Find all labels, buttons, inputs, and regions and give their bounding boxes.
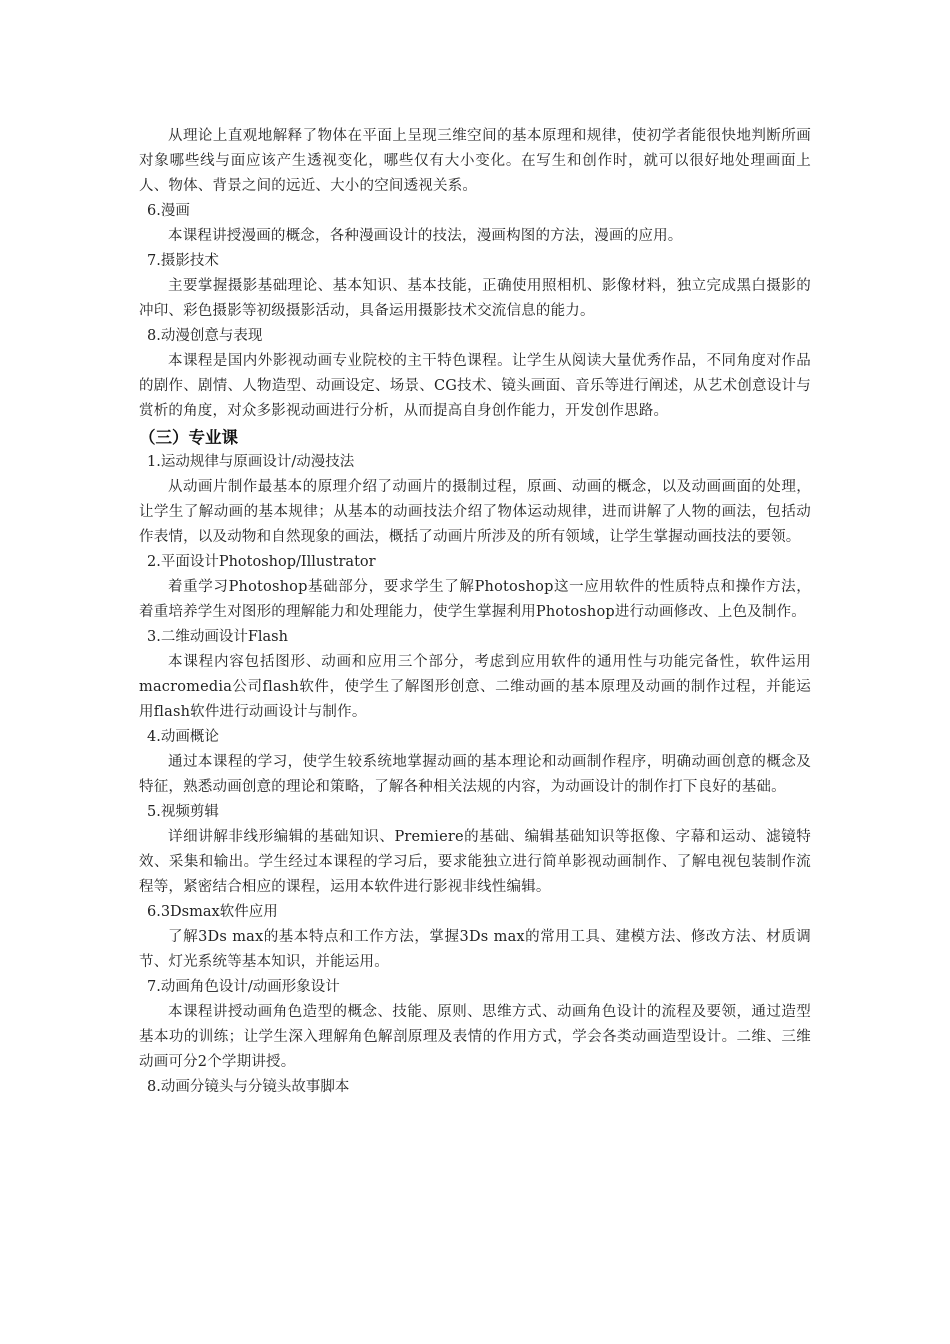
course-title-character-design: 7.动画角色设计/动画形象设计 (147, 979, 340, 995)
paragraph-comics: 本课程讲授漫画的概念，各种漫画设计的技法，漫画构图的方法，漫画的应用。 (168, 228, 683, 244)
document-body (139, 124, 811, 1100)
section-heading-professional-courses: （三）专业课 (139, 428, 238, 447)
paragraph-perspective: 从理论上直观地解释了物体在平面上呈现三维空间的基本原理和规律，使初学者能很快地判断所画对象哪些线与面应该产生透视变化，哪些仅有大小变化。在写生和创作时，就可以很好地处理画面上人、物体、背景之间的远近、大小的空间透视关系。 (139, 128, 811, 194)
course-title-video-editing: 5.视频剪辑 (147, 804, 219, 820)
paragraph-animation-intro: 通过本课程的学习，使学生较系统地掌握动画的基本理论和动画制作程序，明确动画创意的概念及特征，熟悉动画创意的理论和策略，了解各种相关法规的内容，为动画设计的制作打下良好的基础。 (139, 754, 811, 795)
course-title-graphic-design: 2.平面设计Photoshop/Illustrator (147, 554, 376, 570)
course-title-animation-creativity: 8.动漫创意与表现 (147, 328, 263, 344)
paragraph-motion-rules: 从动画片制作最基本的原理介绍了动画片的摄制过程，原画、动画的概念，以及动画画面的处理，让学生了解动画的基本规律；从基本的动画技法介绍了物体运动规律，进而讲解了人物的画法，包括动作表情，以及动物和自然现象的画法，概括了动画片所涉及的所有领域，让学生掌握动画技法的要领。 (139, 479, 811, 545)
course-title-animation-intro: 4.动画概论 (147, 729, 219, 745)
course-title-storyboard: 8.动画分镜头与分镜头故事脚本 (147, 1079, 350, 1095)
paragraph-video-editing: 详细讲解非线形编辑的基础知识、Premiere的基础、编辑基础知识等抠像、字幕和运动、滤镜特效、采集和输出。学生经过本课程的学习后，要求能独立进行简单影视动画制作、了解电视包装制作流程等，紧密结合相应的课程，运用本软件进行影视非线性编辑。 (139, 829, 811, 895)
course-title-comics: 6.漫画 (147, 203, 190, 219)
course-title-motion-rules: 1.运动规律与原画设计/动漫技法 (147, 454, 355, 470)
course-title-flash: 3.二维动画设计Flash (147, 629, 288, 645)
paragraph-flash: 本课程内容包括图形、动画和应用三个部分，考虑到应用软件的通用性与功能完备性，软件运用macromedia公司flash软件，使学生了解图形创意、二维动画的基本原理及动画的制作过程，并能运用flash软件进行动画设计与制作。 (139, 654, 811, 720)
paragraph-graphic-design: 着重学习Photoshop基础部分，要求学生了解Photoshop这一应用软件的性质特点和操作方法，着重培养学生对图形的理解能力和处理能力，使学生掌握利用Photoshop进行动画修改、上色及制作。 (139, 579, 811, 620)
paragraph-animation-creativity: 本课程是国内外影视动画专业院校的主干特色课程。让学生从阅读大量优秀作品，不同角度对作品的剧作、剧情、人物造型、动画设定、场景、CG技术、镜头画面、音乐等进行阐述，从艺术创意设计与赏析的角度，对众多影视动画进行分析，从而提高自身创作能力，开发创作思路。 (139, 353, 811, 419)
paragraph-3dsmax: 了解3Ds max的基本特点和工作方法，掌握3Ds max的常用工具、建模方法、修改方法、材质调节、灯光系统等基本知识，并能运用。 (139, 929, 811, 970)
paragraph-photography: 主要掌握摄影基础理论、基本知识、基本技能，正确使用照相机、影像材料，独立完成黑白摄影的冲印、彩色摄影等初级摄影活动，具备运用摄影技术交流信息的能力。 (139, 278, 811, 319)
paragraph-character-design: 本课程讲授动画角色造型的概念、技能、原则、思维方式、动画角色设计的流程及要领，通过造型基本功的训练；让学生深入理解角色解剖原理及表情的作用方式，学会各类动画造型设计。二维、三维动画可分2个学期讲授。 (139, 1004, 811, 1070)
course-title-photography: 7.摄影技术 (147, 253, 219, 269)
course-title-3dsmax: 6.3Dsmax软件应用 (147, 904, 278, 920)
